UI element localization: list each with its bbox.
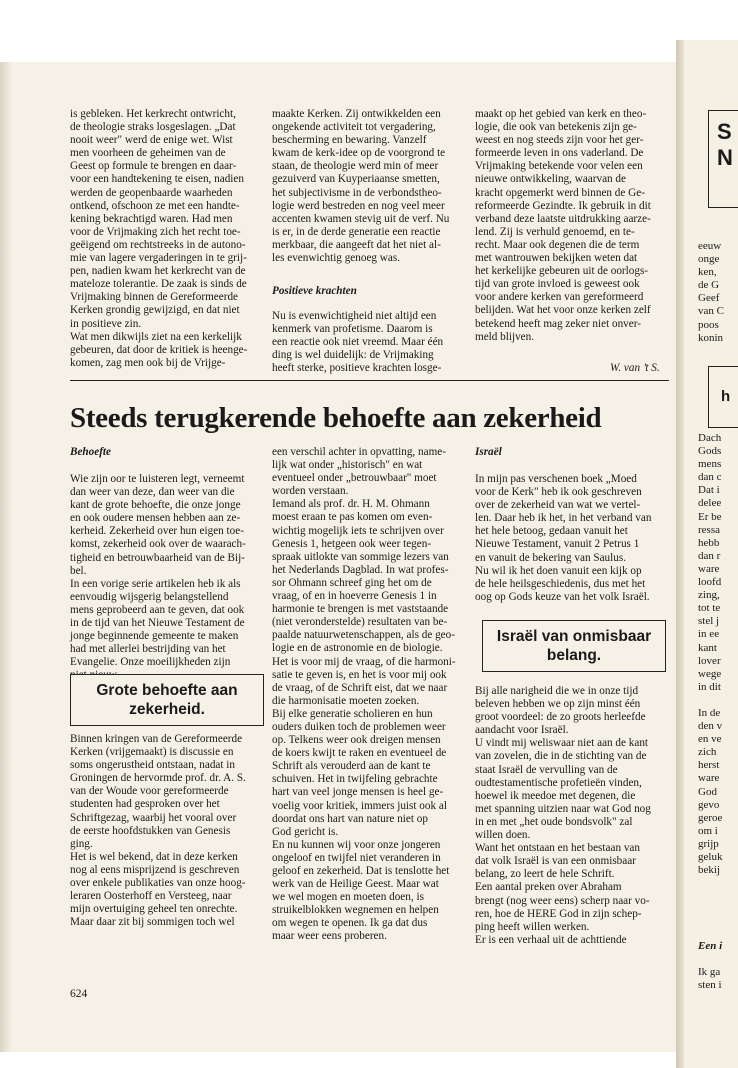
page-edge-shadow [0,62,12,1052]
section-divider [70,380,669,381]
article-column-2: een verschil achter in opvatting, name- lijk wat onder „historisch" en wat eventueel onder „betrouwbaar" moet worden verstaan. Iemand als prof. dr. H. M. Ohmann moest eraan te pas komen om even- wichtig mogelijk iets te schrijven over Genesis 1, hetgeen ook weer tegen- spraak uitlokte van sommige lezers van het Nederlands Dagblad. In wat profes- sor Ohmann schreef ging het om de vraag, of en in hoeverre Genesis 1 in harmonie te brengen is met vaststaande (niet veronderstelde) resultaten van be- paalde natuurwetenschappen, als de geo- logie en de astronomie en de biologie. Het is voor mij de vraag, of die harmoni- satie te geven is, en het is voor mij ook de vraag, of de Schrift eist, dat we naar die harmonisatie moeten zoeken. Bij elke generatie scholieren en hun ouders duiken toch de problemen weer op. Telkens weer ook dreigen mensen de koers kwijt te raken en eventueel de Schrift als verouderd aan de kant te schuiven. Het in twijfeling gebrachte hart van veel jonge mensen is heel ge- voelig voor kritiek, immers juist ook al doordat ons hart van nature niet op God gericht is. En nu kunnen wij voor onze jongeren ongeloof en twijfel niet veranderen in geloof en zekerheid. Dat is tenslotte het werk van de Heilige Geest. Maar wat we wel mogen en moeten doen, is struikelblokken wegnemen en helpen om wegen te openen. Ik ga dat dus maar weer eens proberen. [272,446,456,943]
right-page-column-a: eeuw onge ken, de G Geef van C poos konin [698,240,724,344]
top-column-1: is gebleken. Het kerkrecht ontwricht, de theologie straks losgeslagen. „Dat nooit weer" werd de enige wet. Wist men voorheen de geheimen van de Geest op formule te brengen en daar- voor een handtekening te eisen, nadien werden de geopenbaarde waarheden ontkend, ofschoon ze met een handte- kening bekrachtigd waren. Had men voor de Vrijmaking zich het recht toe- geëigend om rechtstreeks in de autono- mie van lagere vergaderingen in te grij- pen, nadien kwam het kerkrecht van de mateloze tolerantie. De zaak is sinds de Vrijmaking binnen de Gereformeerde Kerken grondig gewijzigd, en dat niet in positieve zin. Wat men dikwijls ziet na een kerkelijk gebeuren, dat door de kritiek is heenge- komen, zag men ook bij de Vrijge- [70,108,248,369]
article-column-1a: Wie zijn oor te luisteren legt, verneemt dan weer van deze, dan weer van die kant de grote behoefte, die onze jonge en ook oudere mensen hebben aan ze- kerheid. Zekerheid over hun eigen toe- komst, zekerheid ook over de waarach- tigheid en betrouwbaarheid van de Bij- bel. In een vorige serie artikelen heb ik als eenvoudig wijsgerig belangstellend mens geprobeerd aan te geven, dat ook in de tijd van het Nieuwe Testament de jonge beginnende gemeente te maken had met allerlei bestrijding van het Evangelie. Onze moeilijkheden zijn [70,473,246,669]
top-column-2b: Nu is evenwichtigheid niet altijd een kenmerk van profetisme. Daarom is een reactie ook niet vreemd. Maar één ding is wel duidelijk: de Vrijmaking heeft sterke, positieve krachten losge- [272,310,444,375]
right-page-box-mid [708,366,738,428]
author-signature: W. van ’t S. [610,362,660,374]
pull-quote-1-text: Grote behoefte aan zekerheid. [96,682,238,718]
article-headline: Steeds terugkerende behoefte aan zekerheid [70,402,602,434]
article-column-3b: Bij alle narigheid die we in onze tijd beleven hebben we op zijn minst één groot voordeel: de zo groots herleefde aandacht voor Israël. U vindt mij weliswaar niet aan de kant van zovelen, die in de stichting van de staat Israël de vervulling van de oudtestamentische profetieën vinden, hoewel ik meedoe met degenen, die met spanning uitzien naar wat God nog in en met „het oude bondsvolk" zal willen doen. Want het ontstaan en het bestaan van dat volk Israël is van een onmisbaar belang, zo leert de hele Schrift. Een aantal preken over Abraham brengt (nog weer eens) scherp naar vo- ren, hoe de HERE God in zijn schep- ping heeft willen werken. Er is een verhaal uit de achttiende [475,685,651,946]
pull-quote-2-text: Israël van onmisbaar belang. [496,628,652,664]
pull-quote-box-2 [482,620,666,672]
pull-quote-box-1 [70,674,264,726]
right-page-subheading: Een i [698,940,723,952]
subheading-behoefte: Behoefte [70,446,112,458]
article-column-1b: Binnen kringen van de Gereformeerde Kerken (vrijgemaakt) is discussie en soms ongerustheid ontstaan, nadat in Groningen de hervormde prof. dr. A. S. van der Woude voor gereformeerde studenten had gesproken over het Schriftgezag, waarbij het vooral over de eerste hoofdstukken van Genesis ging. Het is wel bekend, dat in deze kerken nog al eens misprijzend is geschreven over enkele publikaties van onze hoog- leraren Oosterhoff en Versteeg, naar mijn overtuiging geheel ten onrechte. Maar daar zit bij sommigen toch wel [70,733,246,929]
subheading-israel: Israël [475,446,502,458]
right-page-box-mid-text: h [721,388,731,405]
top-column-2a: maakte Kerken. Zij ontwikkelden een ongekende activiteit tot vergadering, bescherming en bewaring. Vanzelf kwam de kerk-idee op de voorgrond te staan, de theologie werd min of meer gezuiverd van Kuyperiaanse smetten, het subjectivisme in de verbondstheo- logie werd bestreden en nog veel meer accenten kwamen stevig uit de verf. Nu is er, in de derde generatie een reactie merkbaar, die aangeeft dat het niet al- les evenwichtig genoeg was. [272,108,450,265]
right-page-box-top [708,110,738,208]
right-page-box-top-text: S N [717,119,733,170]
subheading-positieve-krachten: Positieve krachten [272,285,357,297]
top-column-3: maakt op het gebied van kerk en theo- logie, die ook van betekenis zijn ge- weest en nog steeds zijn voor het ger- formeerde leven in ons vaderland. De Vrijmaking betekende voor velen een nieuwe ontwikkeling, waarvan de kracht opgemerkt werd binnen de Ge- reformeerde Gezindte. Ik gebruik in dit verband deze laatste uitdrukking aarze- lend. Zij is verhuld genoemd, en te- recht. Maar ook degenen die de term met wantrouwen bekijken weten dat het kerkelijke gebeuren uit de oorlogs- tijd van grote invloed is geweest ook voor andere kerken van gereformeerd belijden. Wat het voor onze kerken zelf betekend heeft mag zeker niet onver- meld blijven. [475,108,651,343]
article-column-3a: In mijn pas verschenen boek „Moed voor de Kerk" heb ik ook geschreven over de zekerheid van wat we vertel- len. Daar heb ik het, in het verband van het hele betoog, gedaan vanuit het Nieuwe Testament, vanuit 2 Petrus 1 en vanuit de bekering van Saulus. Nu wil ik het doen vanuit een kijk op de hele heilsgeschiedenis, dus met het oog op Gods keuze van het volk Israël. [475,473,652,603]
right-page-column-b: Dach Gods mens dan c Dat i delee Er be ressa hebb dan r ware loofd zing, tot te stel j in ee kant lover wege in dit In de den v en ve zich herst ware God gevo geroe om i grijp geluk bekij [698,432,723,877]
page-number: 624 [70,988,88,1000]
right-page-column-c: Ik ga sten i [698,966,722,992]
